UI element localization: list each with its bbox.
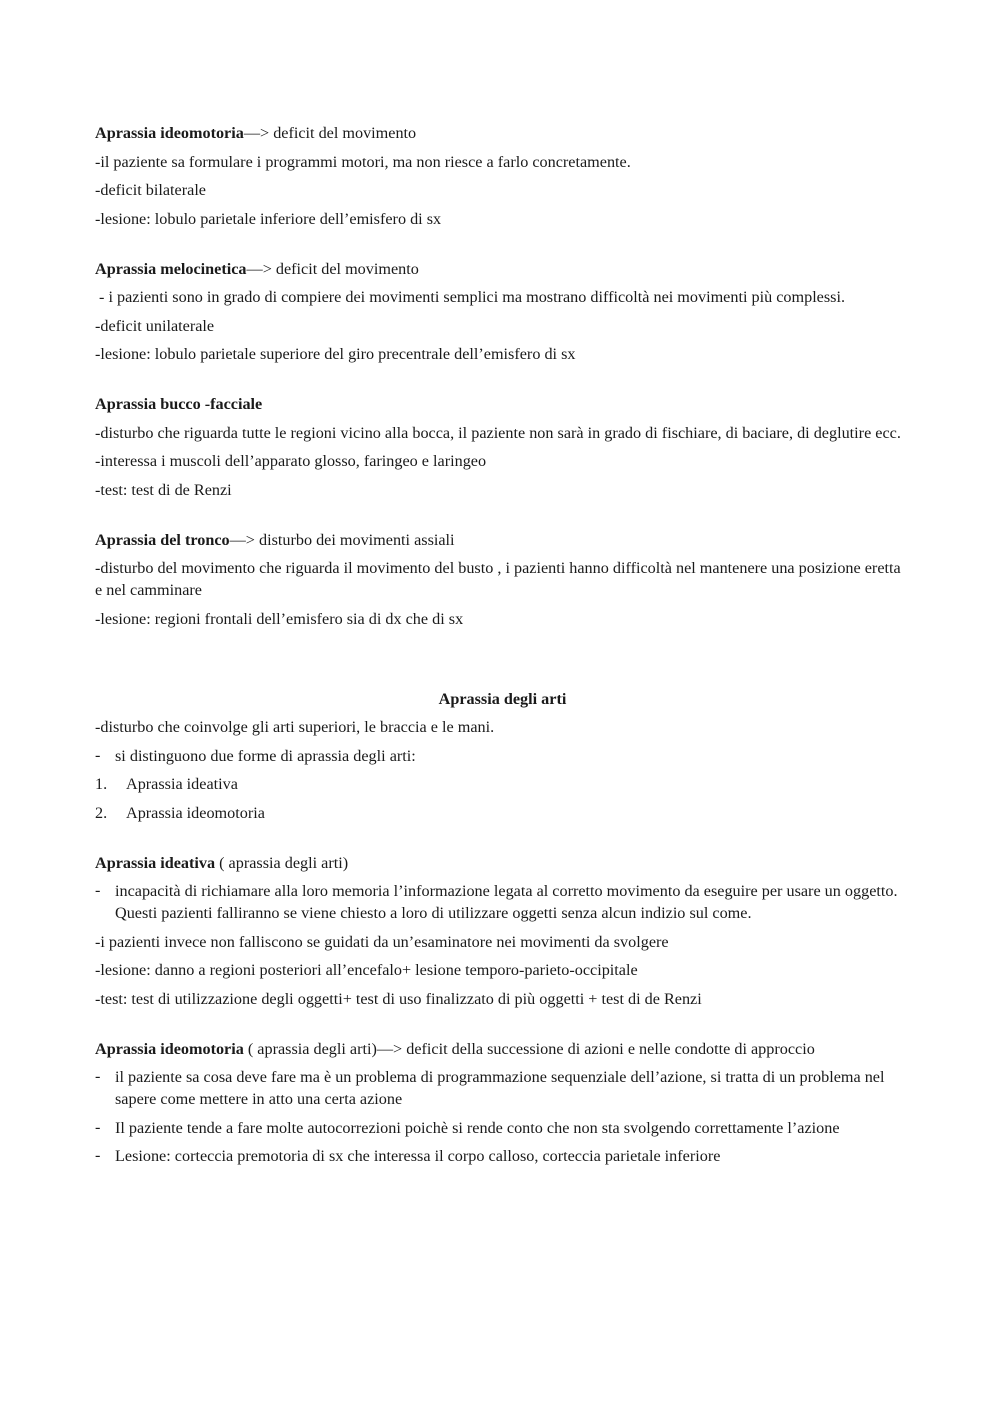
text-line: -interessa i muscoli dell’apparato glosso, faringeo e laringeo xyxy=(95,452,487,470)
text-line: -test: test di de Renzi xyxy=(95,480,232,499)
section-arrow-text: —> disturbo dei movimenti assiali xyxy=(229,530,455,549)
section-bucco-facciale xyxy=(95,393,910,501)
text-line: -lesione: lobulo parietale superiore del giro precentrale dell’emisfero di sx xyxy=(95,345,576,363)
section-title: Aprassia ideomotoria xyxy=(95,124,244,142)
text-line: -lesione: regioni frontali dell’emisfero sia di dx che di sx xyxy=(95,609,464,628)
bullet-text: si distinguono due forme di aprassia degli arti: xyxy=(115,746,416,765)
bullet-item xyxy=(95,1145,910,1167)
numbered-item xyxy=(95,773,910,795)
item-number: 2. xyxy=(95,803,108,822)
section-title-line xyxy=(95,1038,910,1060)
text-line: - i pazienti sono in grado di compiere dei movimenti semplici ma mostrano difficoltà nei movimenti più complessi. xyxy=(95,288,846,306)
text-line: -deficit unilaterale xyxy=(95,316,215,335)
section-title: Aprassia del tronco xyxy=(95,530,230,549)
section-ideomotoria-arti xyxy=(95,1038,910,1168)
section-suffix-text: ( aprassia degli arti) xyxy=(215,853,349,872)
section-arrow-text: —> deficit del movimento xyxy=(246,259,419,278)
section-melocinetica xyxy=(95,258,910,366)
section-title: Aprassia ideomotoria xyxy=(95,1039,244,1058)
text-line: -lesione: danno a regioni posteriori all’encefalo+ lesione temporo-parieto-occipitale xyxy=(95,961,638,979)
section-arti xyxy=(95,688,910,824)
section-ideativa xyxy=(95,852,910,1010)
item-text: Aprassia ideomotoria xyxy=(126,803,265,822)
section-ideomotoria xyxy=(95,122,910,230)
bullet-item xyxy=(95,745,910,767)
section-title-line xyxy=(95,529,910,551)
text-line: -deficit bilaterale xyxy=(95,181,206,199)
centered-heading: Aprassia degli arti xyxy=(438,689,567,708)
section-title-line xyxy=(95,393,910,415)
dash-marker: - xyxy=(95,881,101,899)
section-arrow-text: —> deficit del movimento xyxy=(243,124,417,142)
dash-marker: - xyxy=(95,745,101,764)
bullet-item xyxy=(95,880,910,924)
section-title-line xyxy=(95,258,910,280)
text-line: -disturbo che riguarda tutte le regioni vicino alla bocca, il paziente non sarà in grado di fischiare, di baciare, di deglutire ecc. xyxy=(95,423,901,442)
bullet-text: incapacità di richiamare alla loro memoria l’informazione legata al corretto movimento da eseguire per usare un oggetto. Questi pazienti falliranno se viene chiesto a loro di utilizzare oggetti senza alcun indizio sul come. xyxy=(115,882,898,922)
text-line: -test: test di utilizzazione degli oggetti+ test di uso finalizzato di più oggetti + test di de Renzi xyxy=(95,989,702,1008)
bullet-item xyxy=(95,1117,910,1139)
numbered-item xyxy=(95,802,910,824)
section-title: Aprassia melocinetica xyxy=(95,259,247,278)
item-text: Aprassia ideativa xyxy=(126,775,238,793)
bullet-text: Il paziente tende a fare molte autocorrezioni poichè si rende conto che non sta svolgendo correttamente l’azione xyxy=(115,1118,840,1137)
section-title-line xyxy=(95,852,910,874)
dash-marker: - xyxy=(95,1117,101,1136)
text-line: -disturbo del movimento che riguarda il movimento del busto , i pazienti hanno difficoltà nel mantenere una posizione eretta e nel camminare xyxy=(95,559,901,599)
section-tronco xyxy=(95,529,910,630)
text-line: -il paziente sa formulare i programmi motori, ma non riesce a farlo concretamente. xyxy=(95,152,631,171)
bullet-item xyxy=(95,1066,910,1110)
section-suffix-text: ( aprassia degli arti)—> deficit della successione di azioni e nelle condotte di approccio xyxy=(243,1039,815,1058)
document-page xyxy=(95,122,910,1195)
text-line: -i pazienti invece non falliscono se guidati da un’esaminatore nei movimenti da svolgere xyxy=(95,932,669,951)
text-line: -lesione: lobulo parietale inferiore dell’emisfero di sx xyxy=(95,209,442,228)
item-number: 1. xyxy=(95,775,108,793)
section-title: Aprassia bucco -facciale xyxy=(95,395,263,413)
section-title-line xyxy=(95,122,910,144)
section-title: Aprassia ideativa xyxy=(95,853,216,872)
text-line: -disturbo che coinvolge gli arti superiori, le braccia e le mani. xyxy=(95,718,495,736)
bullet-text: il paziente sa cosa deve fare ma è un problema di programmazione sequenziale dell’azione, si tratta di un problema nel sapere come mettere in atto una certa azione xyxy=(115,1068,885,1108)
bullet-text: Lesione: corteccia premotoria di sx che interessa il corpo calloso, corteccia parietale inferiore xyxy=(115,1147,721,1165)
dash-marker: - xyxy=(95,1067,101,1085)
dash-marker: - xyxy=(95,1146,101,1164)
